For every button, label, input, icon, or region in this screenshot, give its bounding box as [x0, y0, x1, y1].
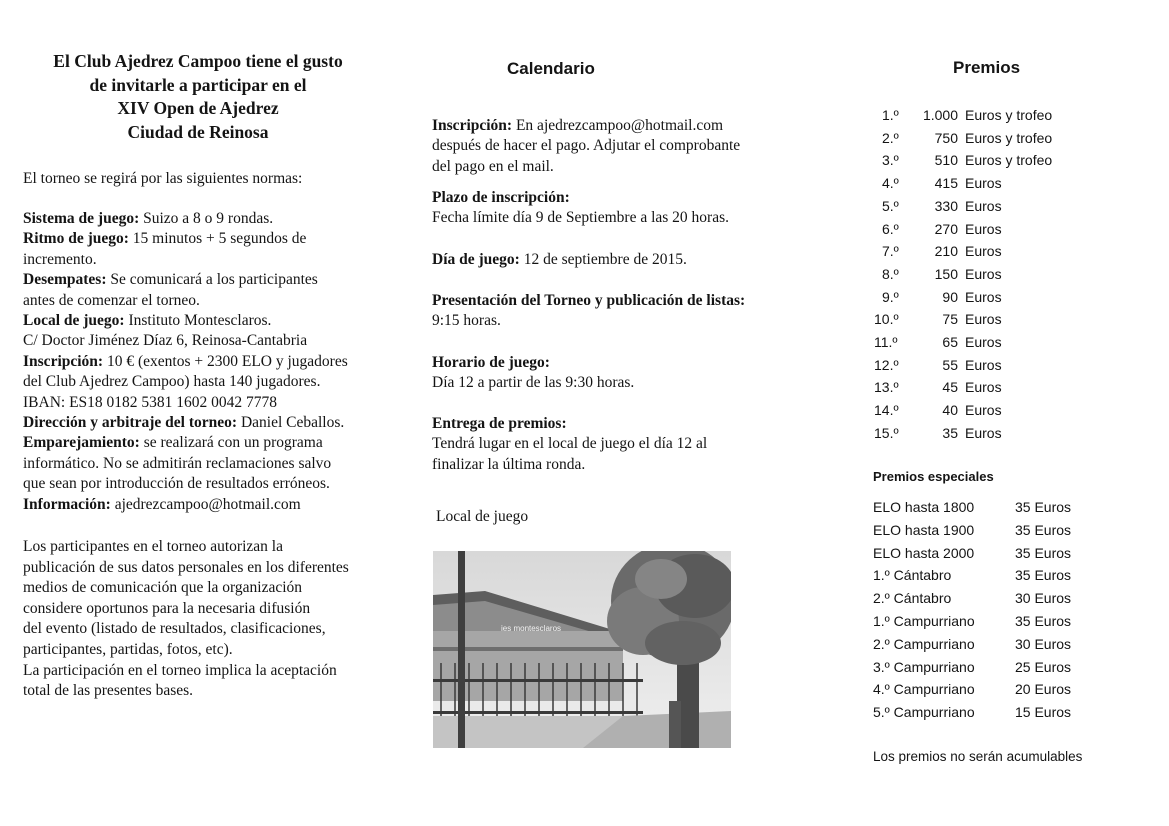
- building-sign: ies montesclaros: [501, 624, 562, 633]
- rule-line: [23, 393, 393, 413]
- prize-place: 14.º: [874, 402, 899, 419]
- prize-description: Euros: [965, 424, 1002, 441]
- prizes-title: Premios: [953, 58, 1021, 77]
- rule-text: C/ Doctor Jiménez Díaz 6, Reinosa-Cantabria: [23, 332, 308, 350]
- prize-amount: 210: [934, 243, 958, 260]
- calendar-section-heading-line: [432, 353, 802, 373]
- prize-description: Euros y trofeo: [965, 107, 1053, 123]
- special-prize-amount: 30 Euros: [1015, 590, 1072, 607]
- prize-place: 10.º: [874, 311, 899, 328]
- consent-line: Los participantes en el torneo autorizan la: [23, 538, 283, 555]
- rule-label: Sistema de juego:: [23, 210, 140, 227]
- prize-description: Euros: [965, 243, 1002, 260]
- special-prize-category: 1.º Cántabro: [873, 567, 952, 584]
- calendar-section-line: Fecha límite día 9 de Septiembre a las 20 horas.: [432, 209, 729, 227]
- prize-description: Euros: [965, 379, 1002, 396]
- prize-amount: 510: [934, 152, 958, 169]
- prize-place: 2.º: [882, 129, 899, 146]
- rule-line: [23, 352, 393, 372]
- rule-line: [23, 433, 393, 453]
- prize-amount: 75: [942, 311, 958, 328]
- rule-line: [23, 495, 393, 515]
- special-prize-category: ELO hasta 1800: [873, 499, 975, 515]
- invitation-title-line: XIV Open de Ajedrez: [117, 98, 279, 118]
- rule-label: Ritmo de juego:: [23, 230, 129, 248]
- venue-photo: [433, 551, 731, 748]
- rule-label: Dirección y arbitraje del torneo:: [23, 414, 238, 432]
- invitation-title-line: El Club Ajedrez Campoo tiene el gusto: [53, 51, 343, 71]
- calendar-section: [432, 188, 802, 229]
- rule-line: [23, 250, 393, 270]
- prize-description: Euros: [965, 402, 1002, 419]
- consent-line: publicación de sus datos personales en los diferentes: [23, 558, 349, 576]
- calendar-section-line: del pago en el mail.: [432, 157, 554, 175]
- prizes-footnote: Los premios no serán acumulables: [873, 749, 1083, 764]
- calendar-section-heading: Inscripción:: [432, 117, 513, 134]
- prize-place: 11.º: [874, 334, 898, 350]
- rule-text: Daniel Ceballos.: [237, 414, 345, 432]
- prize-description: Euros y trofeo: [965, 152, 1053, 169]
- prize-amount: 40: [942, 402, 958, 419]
- rule-label: Local de juego:: [23, 312, 125, 330]
- calendar-section: [432, 353, 802, 394]
- prize-place: 5.º: [882, 197, 899, 214]
- rule-label: Desempates:: [23, 271, 107, 289]
- rule-label: Emparejamiento:: [23, 434, 140, 452]
- prize-place: 1.º: [882, 107, 899, 123]
- venue-photo-label: Local de juego: [436, 508, 529, 525]
- prize-description: Euros y trofeo: [965, 129, 1053, 146]
- rule-text: ajedrezcampoo@hotmail.com: [110, 495, 301, 513]
- calendar-section-heading: Plazo de inscripción:: [432, 189, 570, 206]
- rule-text: Se comunicará a los participantes: [106, 271, 318, 289]
- prize-place: 12.º: [874, 356, 899, 373]
- calendar-section: [432, 291, 802, 332]
- calendar-section-line: Día 12 a partir de las 9:30 horas.: [432, 374, 635, 392]
- prize-amount: 270: [934, 220, 958, 237]
- rule-label: Inscripción:: [23, 352, 104, 370]
- rule-text: IBAN: ES18 0182 5381 1602 0042 7778: [23, 393, 278, 411]
- special-prize-amount: 35 Euros: [1015, 521, 1072, 538]
- consent-line: total de las presentes bases.: [23, 682, 194, 700]
- prize-amount: 35: [942, 424, 958, 441]
- special-prize-category: 5.º Campurriano: [873, 704, 975, 721]
- rule-text: informático. No se admitirán reclamaciones salvo: [23, 454, 332, 472]
- calendar-section-line: finalizar la última ronda.: [432, 455, 586, 473]
- rule-line: [23, 413, 393, 433]
- special-prize-category: 3.º Campurriano: [873, 658, 975, 675]
- special-prize-amount: 20 Euros: [1015, 681, 1072, 698]
- rule-text: 10 € (exentos + 2300 ELO y jugadores: [103, 352, 348, 370]
- prize-amount: 330: [934, 197, 958, 214]
- calendar-section-heading-line: [432, 291, 802, 311]
- special-prizes-title: Premios especiales: [873, 469, 994, 484]
- rule-line: [23, 270, 393, 290]
- calendar-section-line: 9:15 horas.: [432, 312, 501, 330]
- prize-amount: 750: [934, 129, 958, 146]
- invitation-title-line: de invitarle a participar en el: [89, 74, 307, 95]
- rule-label: Información:: [23, 495, 111, 513]
- special-prize-category: 2.º Campurriano: [873, 635, 975, 652]
- prize-place: 4.º: [882, 175, 899, 192]
- prize-place: 6.º: [882, 220, 899, 237]
- calendar-section-heading-line: [432, 116, 802, 136]
- calendar-section: [432, 414, 802, 475]
- prize-description: Euros: [965, 175, 1002, 192]
- consent-paragraph: [23, 537, 393, 702]
- calendar-section: [432, 116, 802, 177]
- special-prize-amount: 25 Euros: [1015, 658, 1072, 675]
- rule-line: [23, 454, 393, 474]
- prize-amount: 415: [934, 175, 958, 192]
- calendar-title: Calendario: [507, 59, 595, 78]
- rule-text: se realizará con un programa: [139, 434, 323, 452]
- calendar-section-heading: Día de juego:: [432, 251, 520, 268]
- special-prize-amount: 35 Euros: [1015, 567, 1072, 584]
- prize-amount: 55: [942, 356, 958, 373]
- invitation-title-line: Ciudad de Reinosa: [127, 121, 269, 142]
- prize-description: Euros: [965, 220, 1002, 237]
- prize-amount: 65: [942, 334, 958, 350]
- calendar-section-heading-line: [432, 188, 802, 208]
- rules-preamble: El torneo se regirá por las siguientes normas:: [23, 170, 303, 187]
- consent-line: del evento (listado de resultados, clasificaciones,: [23, 620, 326, 638]
- invitation-title: [22, 50, 374, 144]
- calendar-section-heading-line: [432, 250, 802, 270]
- prize-description: Euros: [965, 311, 1002, 328]
- prize-description: Euros: [965, 356, 1002, 373]
- special-prize-category: ELO hasta 2000: [873, 544, 975, 561]
- special-prize-amount: 35 Euros: [1015, 544, 1072, 561]
- prize-place: 9.º: [882, 288, 899, 305]
- rule-text: del Club Ajedrez Campoo) hasta 140 jugadores.: [23, 373, 321, 391]
- rule-line: [23, 291, 393, 311]
- rule-text: 15 minutos + 5 segundos de: [128, 230, 307, 248]
- special-prize-amount: 30 Euros: [1015, 635, 1072, 652]
- calendar-section-line: Tendrá lugar en el local de juego el día 12 al: [432, 435, 708, 453]
- prize-description: Euros: [965, 265, 1002, 282]
- rule-line: [23, 474, 393, 494]
- prize-amount: 1.000: [922, 107, 958, 123]
- rule-line: [23, 311, 393, 331]
- prize-place: 8.º: [882, 265, 899, 282]
- prize-place: 3.º: [882, 152, 899, 169]
- rules-list: [23, 209, 393, 515]
- rule-text: Suizo a 8 o 9 rondas.: [139, 210, 274, 227]
- rule-text: que sean por introducción de resultados erróneos.: [23, 475, 330, 493]
- consent-line: participantes, partidas, fotos, etc).: [23, 640, 233, 658]
- calendar-section-heading-line: [432, 414, 802, 434]
- special-prize-category: ELO hasta 1900: [873, 521, 975, 538]
- calendar-section-line: después de hacer el pago. Adjutar el comprobante: [432, 137, 741, 155]
- rule-text: incremento.: [23, 250, 97, 268]
- prize-description: Euros: [965, 334, 1002, 350]
- calendar-section-inline: En ajedrezcampoo@hotmail.com: [512, 117, 724, 134]
- rule-text: Instituto Montesclaros.: [124, 312, 272, 330]
- rule-line: [23, 209, 393, 229]
- calendar-section: [432, 250, 802, 270]
- rule-line: [23, 372, 393, 392]
- consent-line: La participación en el torneo implica la aceptación: [23, 661, 337, 679]
- special-prize-amount: 35 Euros: [1015, 499, 1072, 515]
- calendar-section-heading: Presentación del Torneo y publicación de listas:: [432, 292, 746, 309]
- special-prize-amount: 15 Euros: [1015, 704, 1072, 721]
- prize-place: 13.º: [874, 379, 899, 396]
- prize-description: Euros: [965, 197, 1002, 214]
- prize-amount: 90: [942, 288, 958, 305]
- prize-amount: 45: [942, 379, 958, 396]
- rule-line: [23, 331, 393, 351]
- special-prize-category: 2.º Cántabro: [873, 590, 952, 607]
- special-prize-category: 1.º Campurriano: [873, 613, 975, 629]
- consent-line: considere oportunos para la necesaria difusión: [23, 599, 311, 617]
- prize-amount: 150: [934, 265, 958, 282]
- prize-place: 7.º: [882, 243, 899, 260]
- prize-place: 15.º: [874, 424, 899, 441]
- calendar-section-inline: 12 de septiembre de 2015.: [519, 251, 687, 268]
- special-prize-amount: 35 Euros: [1015, 613, 1072, 629]
- consent-line: medios de comunicación que la organización: [23, 579, 303, 597]
- calendar-section-heading: Horario de juego:: [432, 354, 550, 371]
- rule-text: antes de comenzar el torneo.: [23, 291, 200, 309]
- rule-line: [23, 229, 393, 249]
- calendar-section-heading: Entrega de premios:: [432, 415, 567, 432]
- special-prize-category: 4.º Campurriano: [873, 681, 975, 698]
- prize-description: Euros: [965, 288, 1002, 305]
